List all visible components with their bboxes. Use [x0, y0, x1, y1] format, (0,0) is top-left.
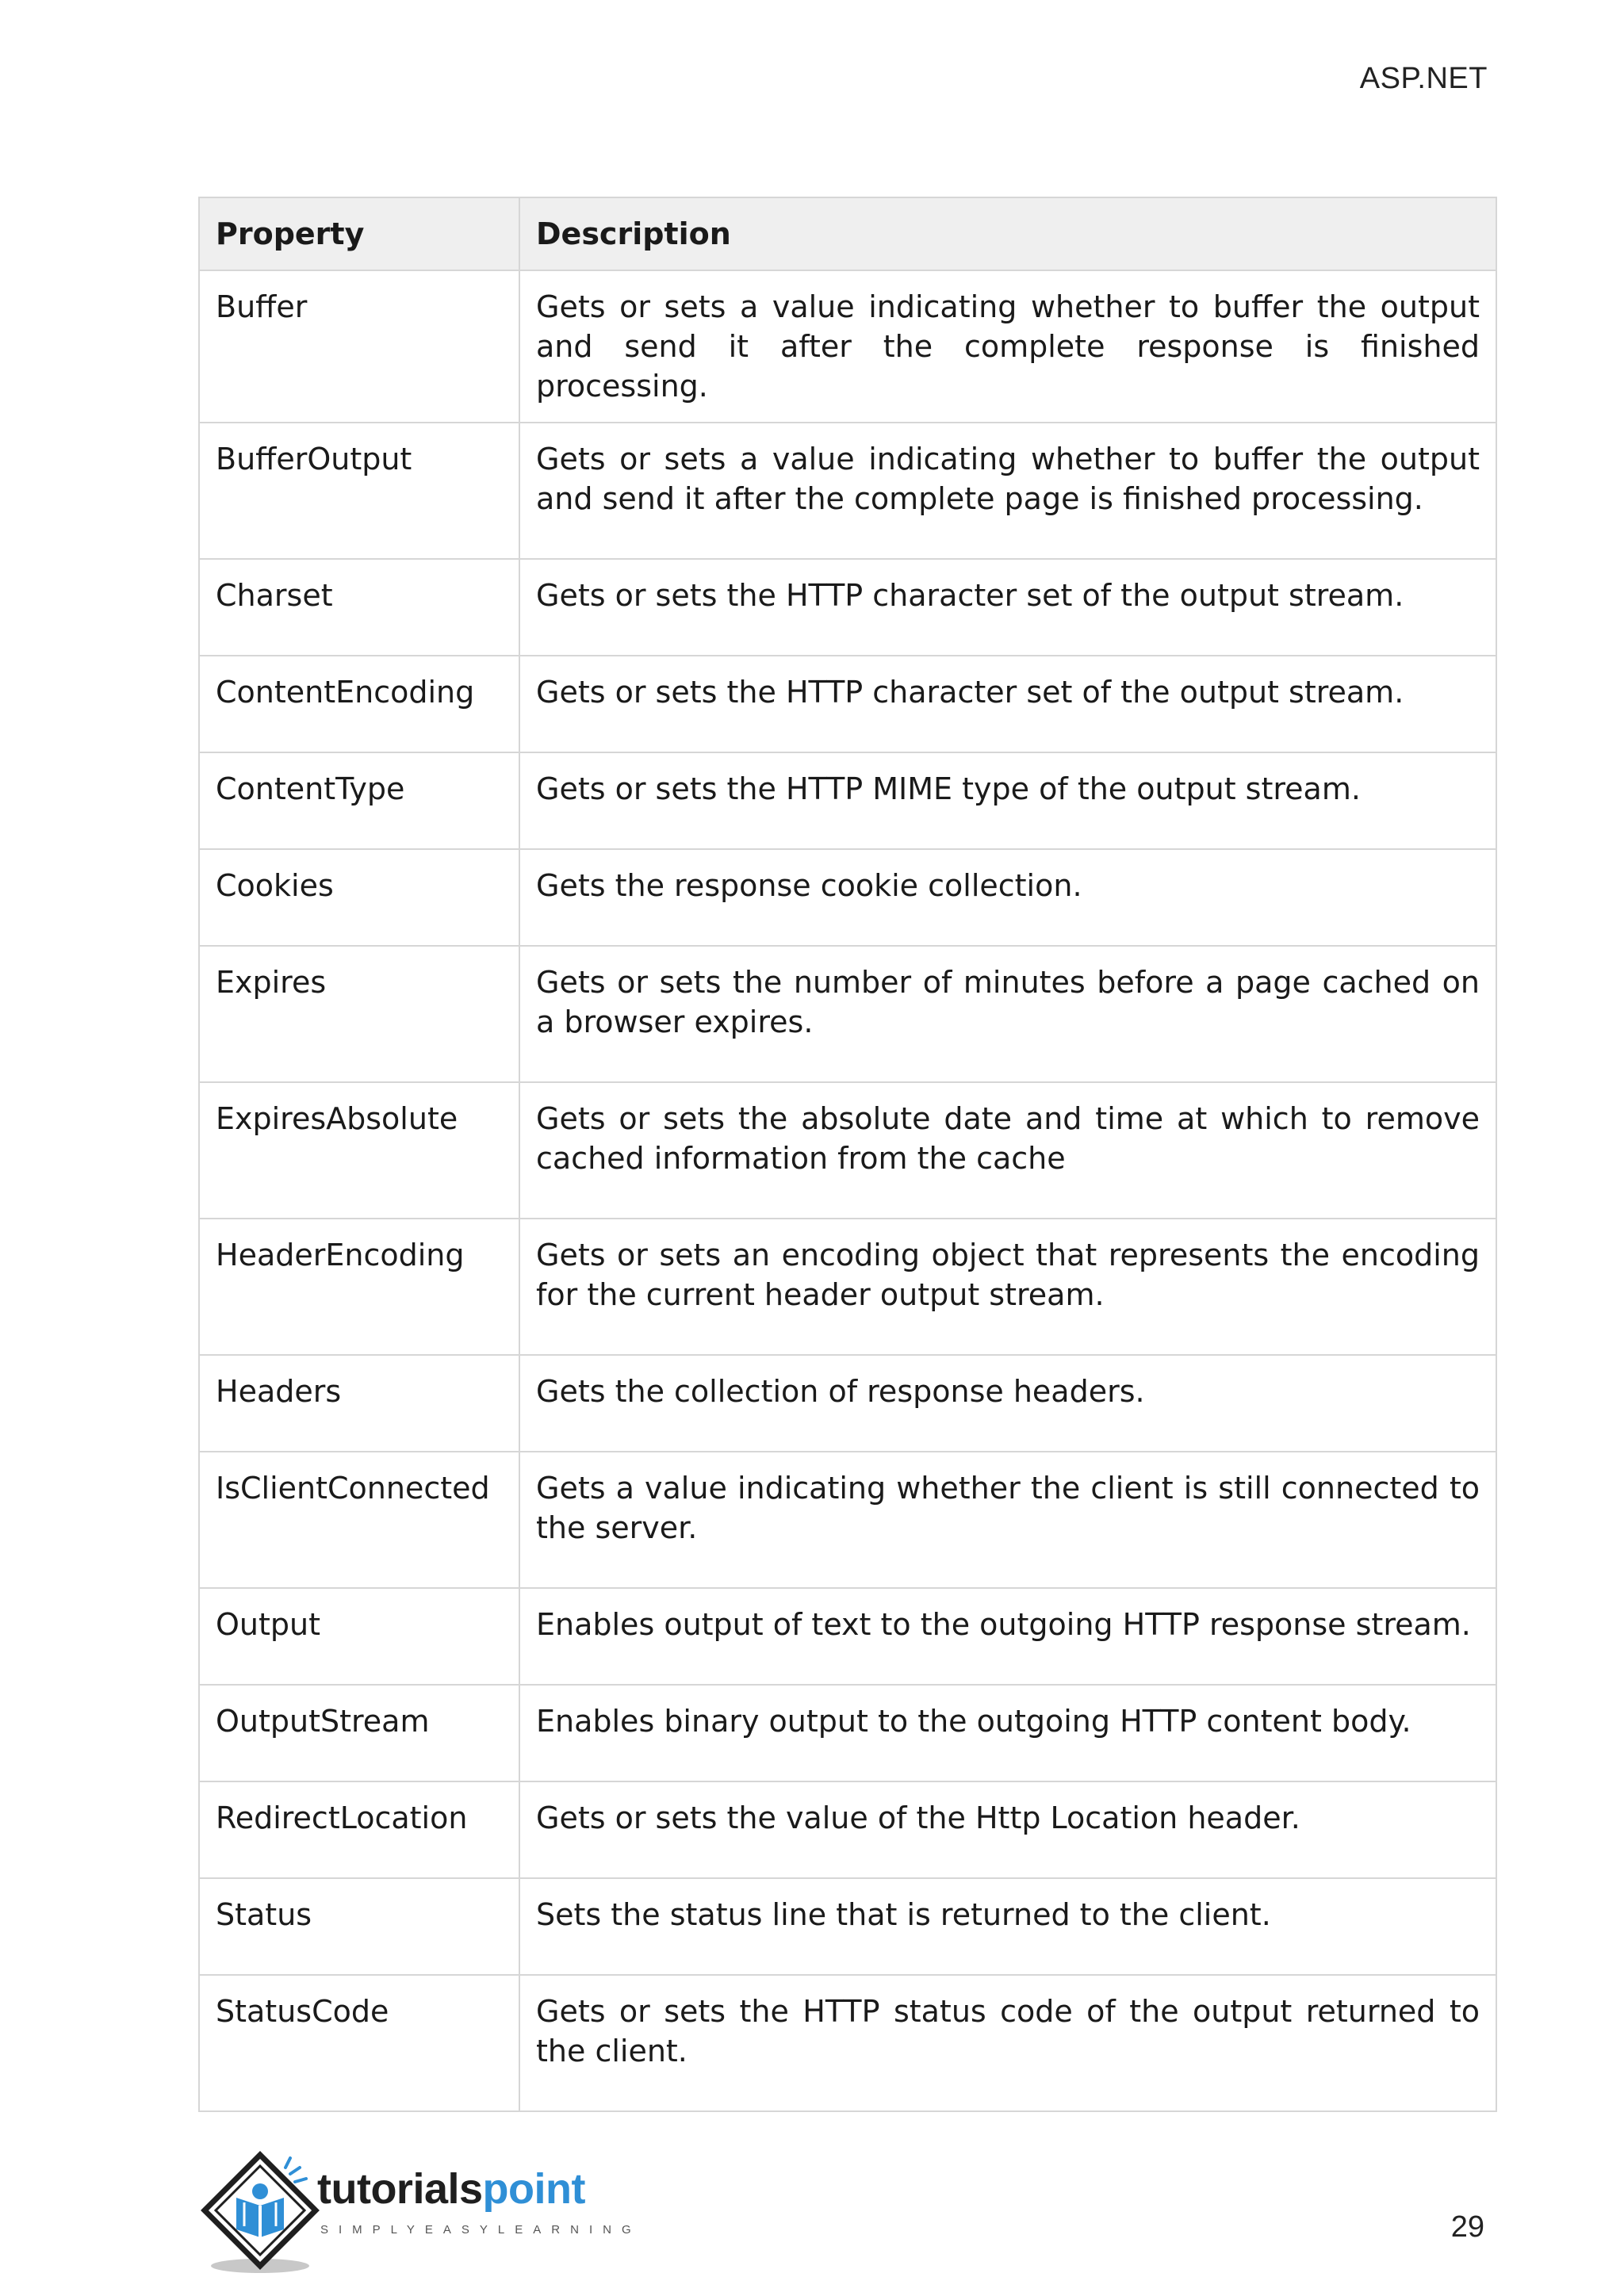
page-number: 29	[1450, 2210, 1484, 2244]
table-row	[199, 1355, 1496, 1452]
description-cell: Gets the collection of response headers.	[519, 1355, 1496, 1452]
description-cell: Gets or sets the value of the Http Location header.	[519, 1781, 1496, 1878]
logo-word-tutorials: tutorials	[317, 2165, 483, 2213]
property-cell: Status	[199, 1878, 519, 1975]
description-cell: Gets or sets a value indicating whether to buffer the output and send it after the complete page is finished processing.	[519, 423, 1496, 559]
logo-word-point: point	[482, 2165, 585, 2213]
property-cell: BufferOutput	[199, 423, 519, 559]
table-row	[199, 656, 1496, 752]
table-row	[199, 1781, 1496, 1878]
property-cell: Expires	[199, 946, 519, 1082]
description-cell: Enables binary output to the outgoing HTTP content body.	[519, 1685, 1496, 1781]
property-cell: Output	[199, 1588, 519, 1685]
description-cell: Gets or sets a value indicating whether to buffer the output and send it after the complete response is finished processing.	[519, 270, 1496, 423]
description-cell: Gets or sets an encoding object that represents the encoding for the current header output stream.	[519, 1219, 1496, 1355]
property-cell: RedirectLocation	[199, 1781, 519, 1878]
property-cell: OutputStream	[199, 1685, 519, 1781]
description-cell: Gets the response cookie collection.	[519, 849, 1496, 946]
property-cell: StatusCode	[199, 1975, 519, 2111]
logo-tagline: SIMPLYEASYLEARNING	[320, 2223, 642, 2237]
table-row	[199, 1082, 1496, 1219]
description-cell: Gets or sets the HTTP status code of the output returned to the client.	[519, 1975, 1496, 2111]
tutorialspoint-logo-icon	[197, 2150, 324, 2277]
column-header-property: Property	[199, 197, 519, 270]
tutorialspoint-logo	[197, 2150, 642, 2277]
property-cell: HeaderEncoding	[199, 1219, 519, 1355]
property-table	[198, 197, 1497, 2112]
table-row	[199, 1588, 1496, 1685]
property-cell: ContentType	[199, 752, 519, 849]
table-row	[199, 1685, 1496, 1781]
table-row	[199, 270, 1496, 423]
table-row	[199, 1878, 1496, 1975]
description-cell: Sets the status line that is returned to the client.	[519, 1878, 1496, 1975]
description-cell: Gets or sets the HTTP character set of the output stream.	[519, 559, 1496, 656]
description-cell: Gets or sets the HTTP MIME type of the output stream.	[519, 752, 1496, 849]
property-cell: Cookies	[199, 849, 519, 946]
table-row	[199, 752, 1496, 849]
table-row	[199, 946, 1496, 1082]
table-row	[199, 849, 1496, 946]
property-cell: IsClientConnected	[199, 1452, 519, 1588]
table-row	[199, 559, 1496, 656]
page-header-title: ASP.NET	[1359, 62, 1488, 95]
description-cell: Gets or sets the number of minutes before a page cached on a browser expires.	[519, 946, 1496, 1082]
table-row	[199, 1975, 1496, 2111]
description-cell: Gets or sets the HTTP character set of the output stream.	[519, 656, 1496, 752]
property-cell: Headers	[199, 1355, 519, 1452]
description-cell: Gets a value indicating whether the client is still connected to the server.	[519, 1452, 1496, 1588]
property-cell: ContentEncoding	[199, 656, 519, 752]
table-row	[199, 1452, 1496, 1588]
table-row	[199, 423, 1496, 559]
description-cell: Enables output of text to the outgoing HTTP response stream.	[519, 1588, 1496, 1685]
description-cell: Gets or sets the absolute date and time at which to remove cached information from the cache	[519, 1082, 1496, 1219]
property-cell: ExpiresAbsolute	[199, 1082, 519, 1219]
property-cell: Charset	[199, 559, 519, 656]
table-header-row	[199, 197, 1496, 270]
logo-wordmark	[317, 2164, 585, 2214]
column-header-description: Description	[519, 197, 1496, 270]
property-cell: Buffer	[199, 270, 519, 423]
table-row	[199, 1219, 1496, 1355]
